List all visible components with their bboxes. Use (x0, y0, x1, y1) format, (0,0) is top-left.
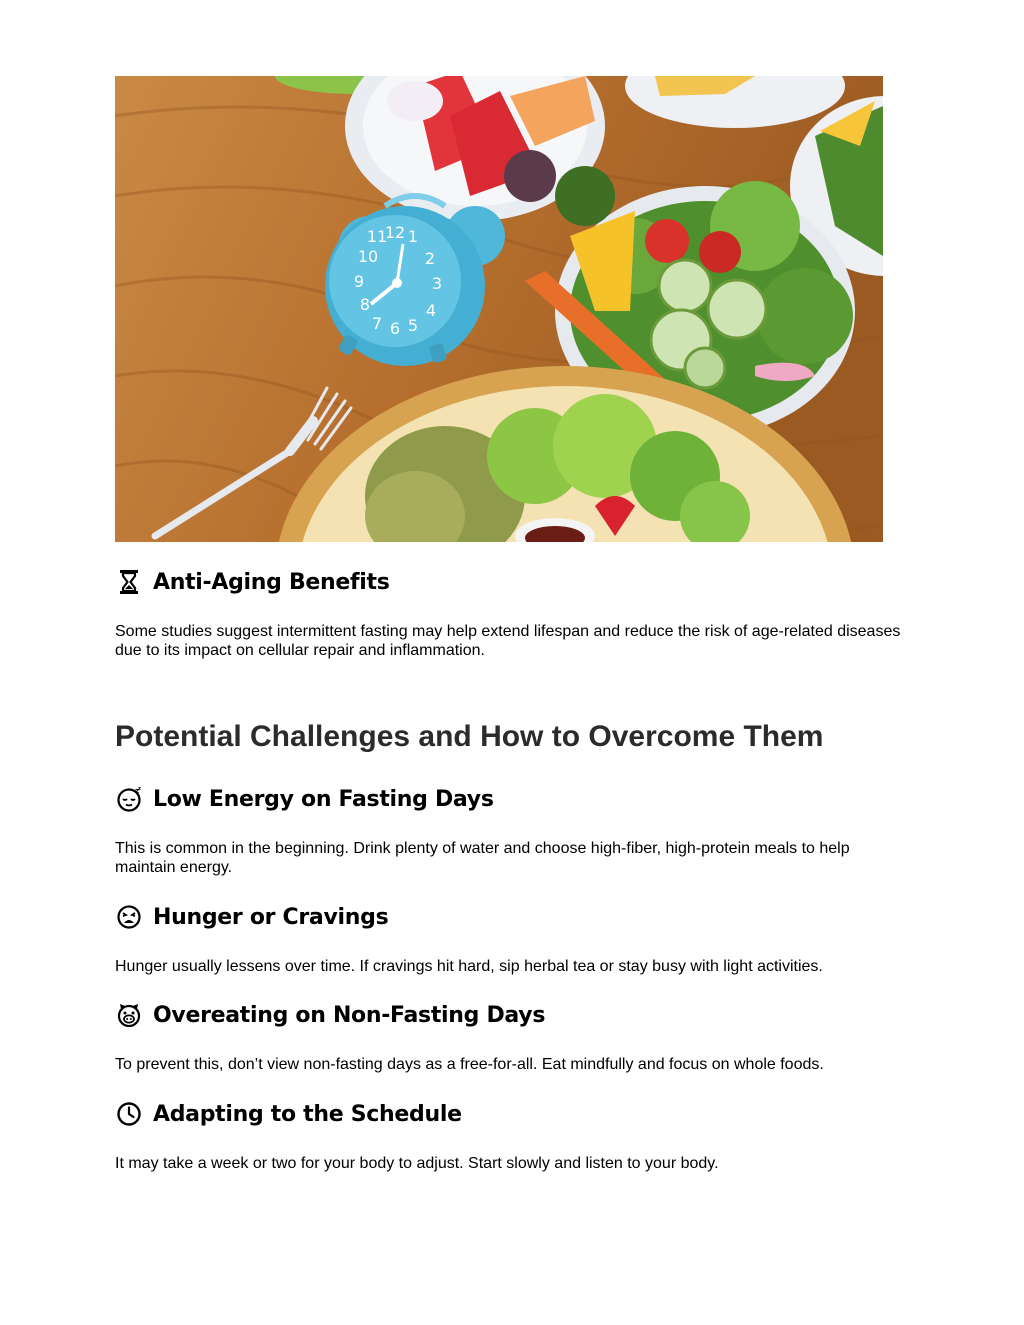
anti-aging-heading (115, 565, 390, 599)
challenge-title: Hunger or Cravings (153, 904, 389, 930)
svg-text:10: 10 (357, 247, 379, 266)
svg-text:1: 1 (407, 227, 419, 246)
svg-text:4: 4 (425, 301, 437, 320)
svg-text:9: 9 (353, 272, 365, 291)
challenge-heading-hunger (115, 900, 388, 934)
svg-text:z: z (135, 787, 139, 795)
hero-image (115, 76, 883, 542)
weary-face-icon (115, 903, 143, 931)
clock-icon (115, 1100, 143, 1128)
pig-face-icon (115, 1001, 143, 1029)
challenge-title: Low Energy on Fasting Days (153, 786, 494, 812)
challenge-text: This is common in the beginning. Drink plenty of water and choose high-fiber, high-protein meals to help maintain energy. (115, 840, 850, 876)
challenge-title: Adapting to the Schedule (153, 1101, 462, 1127)
svg-text:6: 6 (389, 319, 401, 338)
svg-text:12: 12 (384, 223, 406, 242)
challenge-text: To prevent this, don’t view non-fasting days as a free-for-all. Eat mindfully and focus on whole foods. (115, 1056, 824, 1073)
svg-text:7: 7 (371, 314, 383, 333)
hourglass-icon (115, 568, 143, 596)
challenge-heading-overeating (115, 998, 545, 1032)
anti-aging-title: Anti-Aging Benefits (153, 569, 390, 595)
anti-aging-text: Some studies suggest intermittent fasting may help extend lifespan and reduce the risk of age-related diseases due to its impact on cellular repair and inflammation. (115, 623, 901, 659)
svg-text:z: z (138, 786, 141, 792)
challenge-title: Overeating on Non-Fasting Days (153, 1002, 546, 1028)
challenges-title: Potential Challenges and How to Overcome Them (115, 720, 824, 753)
challenge-text: It may take a week or two for your body to adjust. Start slowly and listen to your body. (115, 1155, 719, 1172)
challenge-heading-adapting (115, 1097, 462, 1131)
svg-text:8: 8 (359, 295, 371, 314)
sleepy-face-icon (115, 785, 143, 813)
fasting-meal-photo (115, 76, 883, 542)
svg-text:5: 5 (407, 316, 419, 335)
svg-text:3: 3 (431, 274, 443, 293)
challenge-text: Hunger usually lessens over time. If cravings hit hard, sip herbal tea or stay busy with light activities. (115, 958, 823, 975)
svg-text:11: 11 (366, 227, 388, 246)
challenge-heading-low-energy (115, 782, 494, 816)
svg-text:2: 2 (424, 249, 436, 268)
